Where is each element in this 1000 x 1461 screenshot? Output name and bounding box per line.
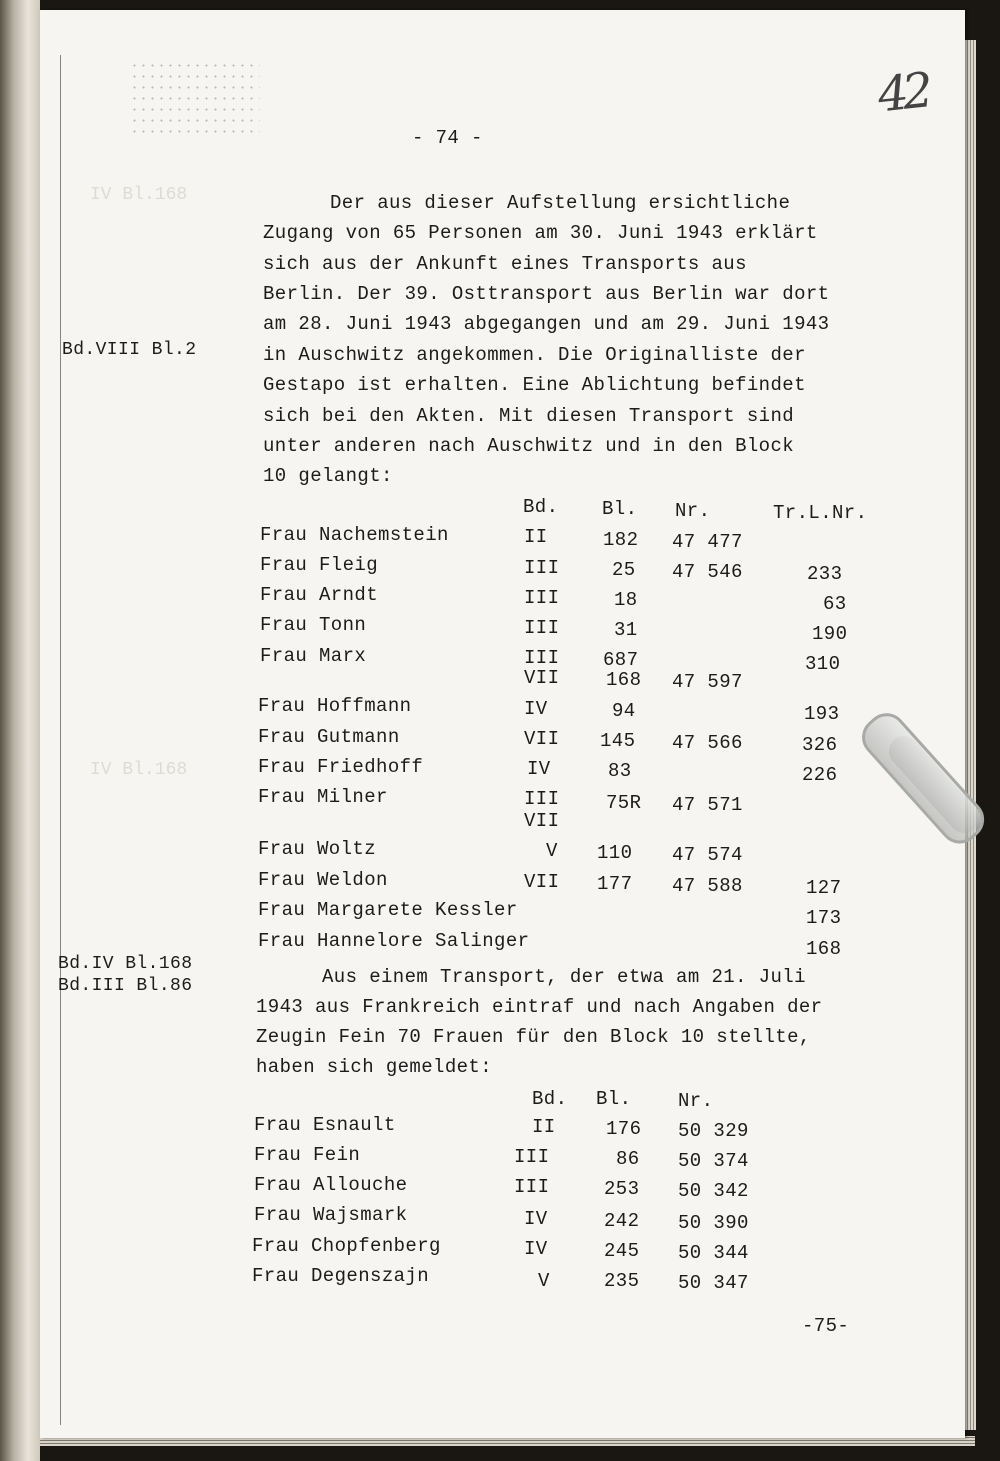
table2-name: Frau Allouche [254,1174,408,1196]
table2-bl: 242 [604,1210,640,1232]
paragraph-line: 10 gelangt: [263,465,393,487]
table1-trl: 326 [802,734,838,756]
table1-bl: 94 [612,700,636,722]
table1-trl: 173 [806,907,842,929]
table1-name: Frau Hoffmann [258,695,412,717]
table1-trl: 233 [807,563,843,585]
table1-trl: 127 [806,877,842,899]
table1-nr: 47 574 [672,844,743,866]
table1-name: Frau Margarete Kessler [258,899,518,921]
paragraph-line: in Auschwitz angekommen. Die Originalliste der [263,344,806,366]
margin-reference: Bd.IV Bl.168 [58,954,193,974]
paragraph-line: haben sich gemeldet: [256,1056,493,1078]
table1-nr: 47 566 [672,732,743,754]
table1-bl: 18 [614,589,638,611]
paragraph-line: Aus einem Transport, der etwa am 21. Juli [322,966,806,988]
table1-bd: III [524,788,560,810]
table1-name: Frau Friedhoff [258,756,424,778]
table1-bl: 177 [597,873,633,895]
table1-bl: 83 [608,760,632,782]
table1-name: Frau Milner [258,786,388,808]
table1-name: Frau Gutmann [258,726,400,748]
paragraph-line: Der aus dieser Aufstellung ersichtliche [330,192,791,214]
paragraph-line: am 28. Juni 1943 abgegangen und am 29. Juni 1943 [263,313,830,335]
table1-bd: V [546,840,558,862]
table1-bd: III [524,617,560,639]
table1-bl: 110 [597,842,633,864]
table2-name: Frau Fein [254,1144,361,1166]
table2-header-bd: Bd. [532,1088,568,1110]
paragraph-line: Zugang von 65 Personen am 30. Juni 1943 erklärt [263,222,818,244]
table2-bd: III [514,1176,550,1198]
table1-bd: IV [527,758,551,780]
paragraph-line: 1943 aus Frankreich eintraf und nach Angaben der [256,996,823,1018]
table1-header-nr: Nr. [675,500,711,522]
scan-speckles [130,60,260,140]
next-page-number: -75- [802,1315,850,1337]
margin-reference: Bd.III Bl.86 [58,976,193,996]
table2-name: Frau Wajsmark [254,1204,408,1226]
table1-bl: 145 [600,730,636,752]
table1-bd: VII [524,728,560,750]
table1-bd: II [524,526,548,548]
table2-nr: 50 342 [678,1180,749,1202]
table1-name: Frau Weldon [258,869,388,891]
page-number: - 74 - [412,127,483,149]
table1-name: Frau Tonn [260,614,367,636]
table1-trl: 63 [823,593,847,615]
table1-bl: 31 [614,619,638,641]
binding-edge [0,0,40,1461]
table1-nr: 47 597 [672,671,743,693]
table2-nr: 50 390 [678,1212,749,1234]
table2-bd: IV [524,1208,548,1230]
table1-header-trl: Tr.L.Nr. [773,502,868,524]
table1-nr: 47 588 [672,875,743,897]
table2-bl: 253 [604,1178,640,1200]
table2-header-nr: Nr. [678,1090,714,1112]
table1-trl: 168 [806,938,842,960]
table1-bl: 75R [606,792,642,814]
table1-name: Frau Woltz [258,838,377,860]
table2-bd: III [514,1146,550,1168]
table1-bd: IV [524,698,548,720]
table1-bl: 25 [612,559,636,581]
table2-name: Frau Chopfenberg [252,1235,441,1257]
table2-nr: 50 344 [678,1242,749,1264]
table1-trl: 193 [804,703,840,725]
paragraph-line: sich bei den Akten. Mit diesen Transport sind [263,405,795,427]
table1-nr: 47 571 [672,794,743,816]
table1-nr: 47 477 [672,531,743,553]
table2-bd: II [532,1116,556,1138]
table1-bl: 687 [603,649,639,671]
table2-nr: 50 329 [678,1120,749,1142]
paragraph-line: Berlin. Der 39. Osttransport aus Berlin war dort [263,283,830,305]
table1-trl: 310 [805,653,841,675]
margin-reference: Bd.VIII Bl.2 [62,340,197,360]
table1-trl: 226 [802,764,838,786]
table1-bd: III [524,587,560,609]
margin-rule [60,55,61,1425]
paragraph-line: sich aus der Ankunft eines Transports aus [263,253,747,275]
table2-bl: 245 [604,1240,640,1262]
paragraph-line: Gestapo ist erhalten. Eine Ablichtung befindet [263,374,806,396]
table1-bd: III [524,647,560,669]
table1-bl: 168 [606,669,642,691]
table1-name: Frau Nachemstein [260,524,449,546]
table2-bd: IV [524,1238,548,1260]
table2-bd: V [538,1270,550,1292]
table2-header-bl: Bl. [596,1088,632,1110]
table1-name: Frau Fleig [260,554,379,576]
table1-bd: III [524,557,560,579]
paragraph-line: unter anderen nach Auschwitz und in den Block [263,435,795,457]
table2-name: Frau Esnault [254,1114,396,1136]
table1-bl: 182 [603,529,639,551]
table1-bd: VII [524,871,560,893]
table1-name: Frau Marx [260,645,367,667]
table2-bl: 235 [604,1270,640,1292]
show-through: IV Bl.168 [90,185,188,205]
paragraph-line: Zeugin Fein 70 Frauen für den Block 10 stellte, [256,1026,811,1048]
table1-bd: VII [524,810,560,832]
table2-bl: 86 [616,1148,640,1170]
table1-bd: VII [524,667,560,689]
handwritten-folio-number: 42 [875,62,930,124]
table1-trl: 190 [812,623,848,645]
table1-header-bd: Bd. [523,496,559,518]
table2-name: Frau Degenszajn [252,1265,430,1287]
table1-nr: 47 546 [672,561,743,583]
table2-nr: 50 374 [678,1150,749,1172]
show-through: IV Bl.168 [90,760,188,780]
table2-bl: 176 [606,1118,642,1140]
table1-name: Frau Arndt [260,584,379,606]
table1-header-bl: Bl. [602,498,638,520]
table2-nr: 50 347 [678,1272,749,1294]
document-page [40,10,965,1438]
table1-name: Frau Hannelore Salinger [258,930,530,952]
